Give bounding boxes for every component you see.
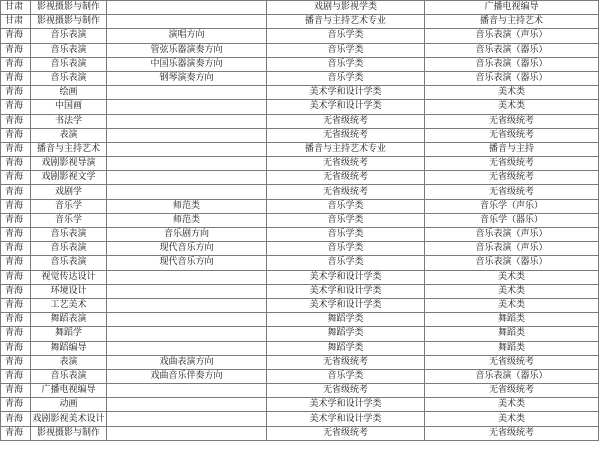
direction-cell: 现代音乐方向	[107, 256, 267, 270]
major-cell: 舞蹈编导	[31, 341, 107, 355]
exam-category-cell: 音乐学类	[267, 57, 425, 71]
table-row	[1, 185, 599, 199]
direction-cell: 现代音乐方向	[107, 242, 267, 256]
exam-category-cell: 音乐学类	[267, 213, 425, 227]
table-row	[1, 369, 599, 383]
province-cell: 青海	[1, 341, 31, 355]
direction-cell	[107, 412, 267, 426]
exam-category-cell: 播音与主持艺术专业	[267, 15, 425, 29]
province-cell: 青海	[1, 313, 31, 327]
table-row	[1, 71, 599, 85]
table-row	[1, 426, 599, 440]
table-row	[1, 128, 599, 142]
exam-subcategory-cell: 无省级统考	[425, 171, 599, 185]
table-row	[1, 242, 599, 256]
province-cell: 青海	[1, 384, 31, 398]
province-cell: 青海	[1, 298, 31, 312]
exam-category-cell: 音乐学类	[267, 71, 425, 85]
exam-subcategory-cell: 广播电视编导	[425, 1, 599, 15]
direction-cell	[107, 100, 267, 114]
exam-subcategory-cell: 无省级统考	[425, 128, 599, 142]
exam-subcategory-cell: 舞蹈类	[425, 313, 599, 327]
direction-cell: 音乐剧方向	[107, 228, 267, 242]
table-row	[1, 384, 599, 398]
major-cell: 舞蹈表演	[31, 313, 107, 327]
major-cell: 影视摄影与制作	[31, 1, 107, 15]
exam-category-cell: 美术学和设计学类	[267, 284, 425, 298]
exam-category-cell: 美术学和设计学类	[267, 398, 425, 412]
exam-subcategory-cell: 舞蹈类	[425, 327, 599, 341]
exam-category-cell: 音乐学类	[267, 199, 425, 213]
exam-category-cell: 美术学和设计学类	[267, 86, 425, 100]
major-cell: 音乐表演	[31, 29, 107, 43]
exam-category-cell: 音乐学类	[267, 256, 425, 270]
exam-category-cell: 音乐学类	[267, 242, 425, 256]
exam-subcategory-cell: 音乐表演（声乐）	[425, 29, 599, 43]
direction-cell: 戏曲音乐伴奏方向	[107, 369, 267, 383]
exam-category-cell: 音乐学类	[267, 369, 425, 383]
major-cell: 动画	[31, 398, 107, 412]
exam-category-cell: 美术学和设计学类	[267, 270, 425, 284]
exam-subcategory-cell: 音乐表演（器乐）	[425, 256, 599, 270]
major-cell: 音乐学	[31, 213, 107, 227]
table-row	[1, 171, 599, 185]
exam-subcategory-cell: 无省级统考	[425, 355, 599, 369]
exam-category-cell: 无省级统考	[267, 355, 425, 369]
direction-cell: 中国乐器演奏方向	[107, 57, 267, 71]
direction-cell: 师范类	[107, 199, 267, 213]
table-row	[1, 270, 599, 284]
exam-subcategory-cell: 美术类	[425, 298, 599, 312]
direction-cell: 师范类	[107, 213, 267, 227]
province-cell: 青海	[1, 128, 31, 142]
direction-cell	[107, 128, 267, 142]
exam-subcategory-cell: 播音与主持	[425, 142, 599, 156]
table-row	[1, 256, 599, 270]
table-row	[1, 86, 599, 100]
major-cell: 表演	[31, 128, 107, 142]
province-cell: 青海	[1, 86, 31, 100]
table-row	[1, 313, 599, 327]
exam-subcategory-cell: 美术类	[425, 412, 599, 426]
major-cell: 音乐学	[31, 199, 107, 213]
table-row	[1, 43, 599, 57]
direction-cell: 钢琴演奏方向	[107, 71, 267, 85]
major-cell: 音乐表演	[31, 242, 107, 256]
major-cell: 戏剧影视导演	[31, 157, 107, 171]
major-cell: 音乐表演	[31, 256, 107, 270]
direction-cell	[107, 270, 267, 284]
table-row	[1, 412, 599, 426]
province-cell: 青海	[1, 256, 31, 270]
province-cell: 青海	[1, 171, 31, 185]
direction-cell	[107, 15, 267, 29]
province-cell: 青海	[1, 157, 31, 171]
table-row	[1, 355, 599, 369]
exam-subcategory-cell: 美术类	[425, 270, 599, 284]
major-cell: 戏剧影视美术设计	[31, 412, 107, 426]
major-cell: 影视摄影与制作	[31, 426, 107, 440]
major-cell: 视觉传达设计	[31, 270, 107, 284]
province-cell: 青海	[1, 228, 31, 242]
major-cell: 环境设计	[31, 284, 107, 298]
direction-cell	[107, 114, 267, 128]
direction-cell: 演唱方向	[107, 29, 267, 43]
direction-cell	[107, 1, 267, 15]
table-row	[1, 114, 599, 128]
province-cell: 青海	[1, 355, 31, 369]
province-cell: 青海	[1, 185, 31, 199]
direction-cell	[107, 426, 267, 440]
exam-category-cell: 无省级统考	[267, 157, 425, 171]
table-row	[1, 100, 599, 114]
direction-cell	[107, 284, 267, 298]
province-cell: 青海	[1, 242, 31, 256]
direction-cell	[107, 142, 267, 156]
exam-subcategory-cell: 音乐表演（器乐）	[425, 57, 599, 71]
exam-subcategory-cell: 无省级统考	[425, 426, 599, 440]
exam-category-cell: 舞蹈学类	[267, 341, 425, 355]
province-cell: 青海	[1, 71, 31, 85]
province-cell: 青海	[1, 100, 31, 114]
exam-category-cell: 美术学和设计学类	[267, 412, 425, 426]
province-cell: 青海	[1, 114, 31, 128]
direction-cell: 戏曲表演方向	[107, 355, 267, 369]
major-cell: 戏剧影视文学	[31, 171, 107, 185]
exam-category-cell: 无省级统考	[267, 426, 425, 440]
exam-subcategory-cell: 音乐表演（器乐）	[425, 369, 599, 383]
direction-cell	[107, 327, 267, 341]
table-row	[1, 29, 599, 43]
province-cell: 青海	[1, 43, 31, 57]
province-cell: 青海	[1, 57, 31, 71]
exam-subcategory-cell: 音乐学（器乐）	[425, 213, 599, 227]
major-cell: 音乐表演	[31, 43, 107, 57]
exam-subcategory-cell: 无省级统考	[425, 157, 599, 171]
province-cell: 甘肃	[1, 15, 31, 29]
direction-cell	[107, 341, 267, 355]
major-cell: 工艺美术	[31, 298, 107, 312]
exam-category-cell: 无省级统考	[267, 185, 425, 199]
major-cell: 广播电视编导	[31, 384, 107, 398]
exam-category-cell: 舞蹈学类	[267, 313, 425, 327]
exam-category-cell: 无省级统考	[267, 171, 425, 185]
exam-subcategory-cell: 无省级统考	[425, 114, 599, 128]
table-row	[1, 1, 599, 15]
major-cell: 中国画	[31, 100, 107, 114]
exam-subcategory-cell: 美术类	[425, 284, 599, 298]
major-cell: 影视摄影与制作	[31, 15, 107, 29]
major-cell: 音乐表演	[31, 57, 107, 71]
province-cell: 青海	[1, 284, 31, 298]
major-cell: 音乐表演	[31, 228, 107, 242]
exam-category-cell: 无省级统考	[267, 128, 425, 142]
exam-subcategory-cell: 播音与主持艺术	[425, 15, 599, 29]
exam-category-cell: 播音与主持艺术专业	[267, 142, 425, 156]
exam-subcategory-cell: 无省级统考	[425, 185, 599, 199]
exam-category-cell: 音乐学类	[267, 29, 425, 43]
province-cell: 青海	[1, 213, 31, 227]
major-cell: 音乐表演	[31, 369, 107, 383]
province-cell: 青海	[1, 426, 31, 440]
exam-subcategory-cell: 无省级统考	[425, 384, 599, 398]
major-cell: 音乐表演	[31, 71, 107, 85]
table-row	[1, 213, 599, 227]
province-cell: 青海	[1, 270, 31, 284]
province-cell: 青海	[1, 412, 31, 426]
direction-cell	[107, 157, 267, 171]
major-cell: 播音与主持艺术	[31, 142, 107, 156]
province-cell: 青海	[1, 398, 31, 412]
major-cell: 书法学	[31, 114, 107, 128]
province-cell: 青海	[1, 199, 31, 213]
major-cell: 绘画	[31, 86, 107, 100]
province-cell: 甘肃	[1, 1, 31, 15]
table-row	[1, 341, 599, 355]
exam-subcategory-cell: 音乐学（声乐）	[425, 199, 599, 213]
exam-category-cell: 音乐学类	[267, 43, 425, 57]
table-row	[1, 284, 599, 298]
direction-cell	[107, 185, 267, 199]
table-row	[1, 298, 599, 312]
province-cell: 青海	[1, 327, 31, 341]
exam-subcategory-cell: 音乐表演（声乐）	[425, 242, 599, 256]
direction-cell	[107, 313, 267, 327]
province-cell: 青海	[1, 29, 31, 43]
major-cell: 表演	[31, 355, 107, 369]
exam-category-cell: 美术学和设计学类	[267, 298, 425, 312]
exam-category-cell: 无省级统考	[267, 114, 425, 128]
table-row	[1, 327, 599, 341]
exam-category-cell: 音乐学类	[267, 228, 425, 242]
direction-cell	[107, 298, 267, 312]
table-row	[1, 142, 599, 156]
direction-cell	[107, 398, 267, 412]
province-cell: 青海	[1, 142, 31, 156]
exam-category-cell: 戏剧与影视学类	[267, 1, 425, 15]
table-row	[1, 228, 599, 242]
direction-cell	[107, 86, 267, 100]
exam-subcategory-cell: 美术类	[425, 86, 599, 100]
exam-category-cell: 舞蹈学类	[267, 327, 425, 341]
table-body	[1, 1, 599, 441]
major-cell: 舞蹈学	[31, 327, 107, 341]
direction-cell	[107, 171, 267, 185]
province-cell: 青海	[1, 369, 31, 383]
exam-subcategory-cell: 舞蹈类	[425, 341, 599, 355]
major-cell: 戏剧学	[31, 185, 107, 199]
exam-subcategory-cell: 音乐表演（声乐）	[425, 228, 599, 242]
table-row	[1, 398, 599, 412]
exam-category-cell: 美术学和设计学类	[267, 100, 425, 114]
exam-subcategory-cell: 美术类	[425, 398, 599, 412]
table-row	[1, 199, 599, 213]
table-row	[1, 157, 599, 171]
exam-category-cell: 无省级统考	[267, 384, 425, 398]
table-row	[1, 57, 599, 71]
direction-cell	[107, 384, 267, 398]
table-row	[1, 15, 599, 29]
direction-cell: 管弦乐器演奏方向	[107, 43, 267, 57]
exam-subcategory-cell: 美术类	[425, 100, 599, 114]
exam-subcategory-cell: 音乐表演（器乐）	[425, 71, 599, 85]
exam-subcategory-cell: 音乐表演（器乐）	[425, 43, 599, 57]
